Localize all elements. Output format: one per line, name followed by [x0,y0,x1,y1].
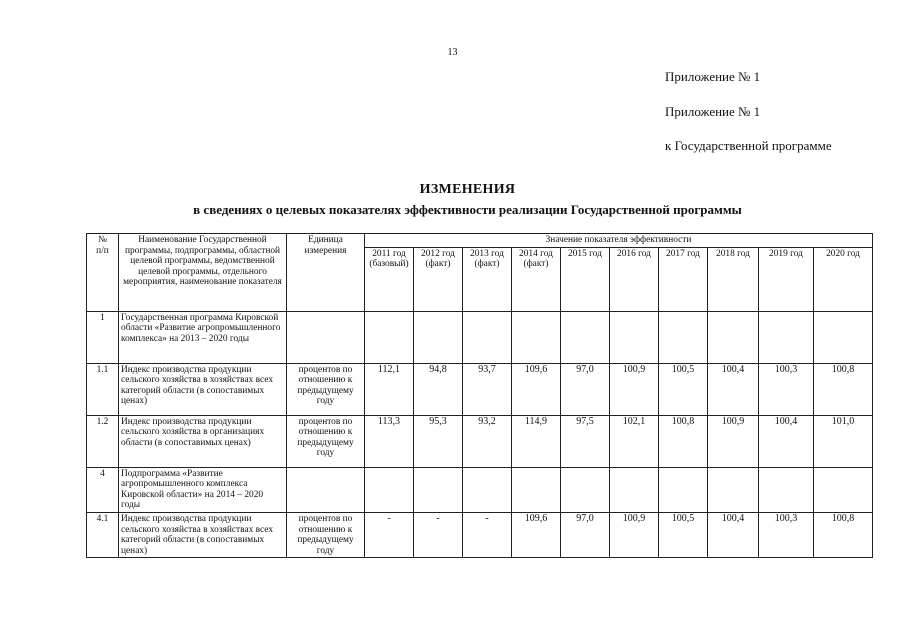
indicators-table [86,233,873,558]
attachment-line-1: Приложение № 1 [665,69,761,84]
row-value: 100,8 [659,415,708,467]
row-value [814,467,873,512]
row-num: 1 [87,311,119,363]
row-value [659,311,708,363]
row-value [463,311,512,363]
row-value [659,467,708,512]
row-value: 100,4 [708,363,759,415]
row-name: Индекс производства продукции сельского хозяйства в организациях области (в сопоставимых ценах) [119,415,287,467]
row-value: - [463,512,512,557]
row-value: 100,8 [814,363,873,415]
row-name: Индекс производства продукции сельского хозяйства в хозяйствах всех категорий области (в сопоставимых ценах) [119,363,287,415]
row-value [414,467,463,512]
row-unit [287,467,365,512]
header-name: Наименование Государственной программы, подпрограммы, областной целевой программы, ведомственной целевой программы, отдельного мероприятия, наименование показателя [119,234,287,312]
header-year: 2014 год (факт) [512,247,561,311]
row-value [610,311,659,363]
row-unit: процентов по отношению к предыдущему году [287,363,365,415]
row-value: 101,0 [814,415,873,467]
row-name: Государственная программа Кировской области «Развитие агропромышленного комплекса» на 2013 – 2020 годы [119,311,287,363]
row-num: 1.1 [87,363,119,415]
row-name: Индекс производства продукции сельского хозяйства в хозяйствах всех категорий области (в сопоставимых ценах) [119,512,287,557]
row-value [708,311,759,363]
row-value: 100,9 [708,415,759,467]
row-value: 100,3 [759,363,814,415]
row-value [759,311,814,363]
header-year: 2017 год [659,247,708,311]
row-value [708,467,759,512]
row-value: 94,8 [414,363,463,415]
row-value: 100,4 [708,512,759,557]
row-value [610,467,659,512]
table-row [87,467,873,512]
header-year: 2019 год [759,247,814,311]
header-year: 2012 год (факт) [414,247,463,311]
row-value: 112,1 [365,363,414,415]
row-value: 97,0 [561,512,610,557]
row-value: 100,5 [659,363,708,415]
row-value: 100,9 [610,512,659,557]
document-subtitle: в сведениях о целевых показателях эффективности реализации Государственной программы [193,202,742,217]
row-value: 97,0 [561,363,610,415]
header-year: 2018 год [708,247,759,311]
row-value [365,467,414,512]
row-value: 109,6 [512,363,561,415]
row-value: 109,6 [512,512,561,557]
attachment-line-2: Приложение № 1 [665,104,761,119]
row-value [561,311,610,363]
row-value [463,467,512,512]
row-value [759,467,814,512]
row-name: Подпрограмма «Развитие агропромышленного комплекса Кировской области» на 2014 – 2020 годы [119,467,287,512]
header-year: 2015 год [561,247,610,311]
row-unit: процентов по отношению к предыдущему году [287,415,365,467]
row-value: 100,8 [814,512,873,557]
header-year: 2016 год [610,247,659,311]
row-value: 113,3 [365,415,414,467]
row-value: 97,5 [561,415,610,467]
row-value [561,467,610,512]
header-year: 2013 год (факт) [463,247,512,311]
row-unit: процентов по отношению к предыдущему году [287,512,365,557]
row-value: 100,3 [759,512,814,557]
row-value: 114,9 [512,415,561,467]
table-row [87,415,873,467]
page-number: 13 [447,47,458,58]
header-year: 2020 год [814,247,873,311]
row-value: 93,2 [463,415,512,467]
document-title: ИЗМЕНЕНИЯ [419,182,516,197]
row-value: - [365,512,414,557]
row-value [512,467,561,512]
row-value [814,311,873,363]
row-value: 102,1 [610,415,659,467]
row-value: 100,5 [659,512,708,557]
table-row [87,512,873,557]
header-value-group: Значение показателя эффективности [365,234,873,248]
row-value: 100,9 [610,363,659,415]
table-row [87,311,873,363]
attachment-line-3: к Государственной программе [665,138,832,153]
row-value: - [414,512,463,557]
row-unit [287,311,365,363]
table-row [87,363,873,415]
row-value [512,311,561,363]
row-value: 100,4 [759,415,814,467]
row-value [365,311,414,363]
row-value: 95,3 [414,415,463,467]
row-value [414,311,463,363]
row-value: 93,7 [463,363,512,415]
row-num: 4.1 [87,512,119,557]
header-unit: Единица измерения [287,234,365,312]
header-num: № п/п [87,234,119,312]
header-year: 2011 год (базовый) [365,247,414,311]
row-num: 1.2 [87,415,119,467]
row-num: 4 [87,467,119,512]
